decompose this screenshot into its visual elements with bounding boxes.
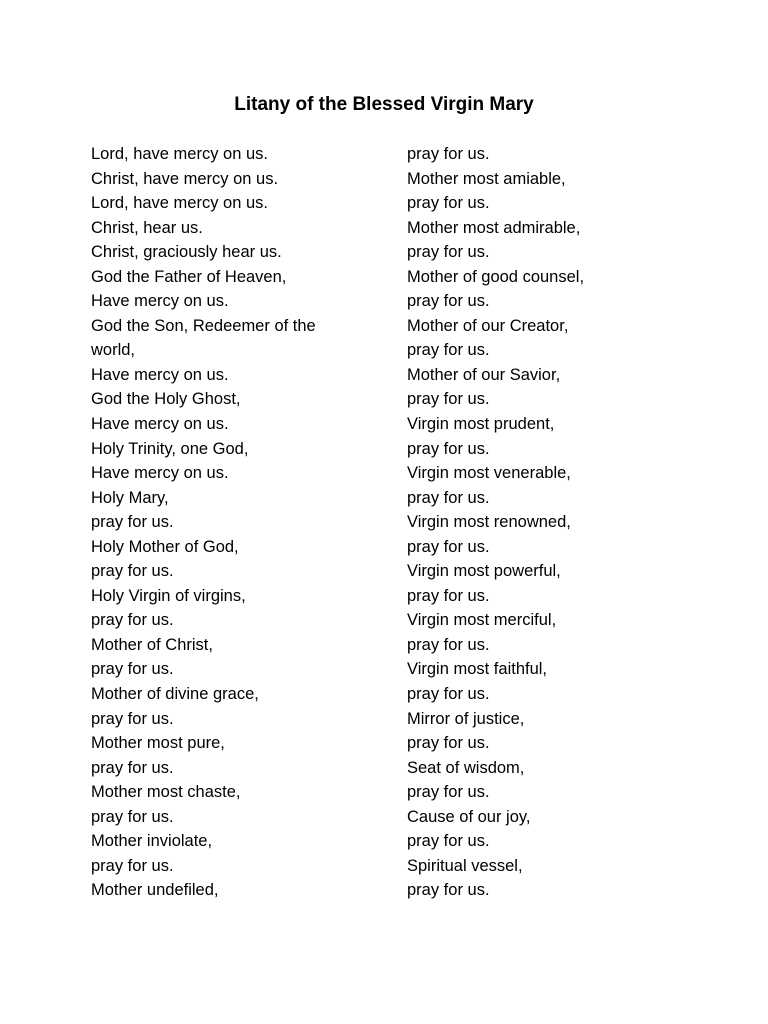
right-column xyxy=(407,142,677,903)
litany-line: Christ, have mercy on us. xyxy=(91,169,279,188)
litany-line: pray for us. xyxy=(91,758,174,777)
litany-line: God the Holy Ghost, xyxy=(91,390,241,409)
litany-line: pray for us. xyxy=(407,390,490,409)
litany-line: pray for us. xyxy=(407,292,490,311)
litany-line: Mirror of justice, xyxy=(407,709,525,728)
litany-line: pray for us. xyxy=(407,439,490,458)
litany-line: God the Father of Heaven, xyxy=(91,267,287,286)
litany-line: world, xyxy=(91,341,136,360)
litany-line: Lord, have mercy on us. xyxy=(91,145,269,163)
litany-line: pray for us. xyxy=(91,856,174,875)
litany-line: Mother most admirable, xyxy=(407,218,581,237)
litany-line: Virgin most renowned, xyxy=(407,513,571,532)
litany-line: Have mercy on us. xyxy=(91,415,229,434)
litany-line: pray for us. xyxy=(407,145,490,163)
litany-line: Spiritual vessel, xyxy=(407,856,523,875)
litany-line: Mother of our Savior, xyxy=(407,365,561,384)
litany-line: Mother of good counsel, xyxy=(407,267,585,286)
litany-line: pray for us. xyxy=(91,562,174,581)
litany-line: pray for us. xyxy=(91,513,174,532)
litany-line: Christ, graciously hear us. xyxy=(91,243,282,262)
left-column xyxy=(91,142,361,903)
litany-line: Christ, hear us. xyxy=(91,218,203,237)
litany-line: Virgin most powerful, xyxy=(407,562,561,581)
litany-line: pray for us. xyxy=(407,243,490,262)
litany-line: pray for us. xyxy=(407,194,490,213)
litany-line: Mother inviolate, xyxy=(91,832,213,851)
litany-line: Have mercy on us. xyxy=(91,292,229,311)
litany-line: Virgin most venerable, xyxy=(407,464,571,483)
litany-line: Holy Virgin of virgins, xyxy=(91,586,246,605)
litany-line: pray for us. xyxy=(407,586,490,605)
litany-line: Mother most chaste, xyxy=(91,783,241,802)
litany-line: Virgin most prudent, xyxy=(407,415,555,434)
litany-line: Cause of our joy, xyxy=(407,807,531,826)
litany-line: pray for us. xyxy=(91,611,174,630)
litany-line: Virgin most merciful, xyxy=(407,611,557,630)
litany-line: Have mercy on us. xyxy=(91,365,229,384)
litany-line: pray for us. xyxy=(407,734,490,753)
litany-line: God the Son, Redeemer of the xyxy=(91,316,316,335)
litany-line: Mother most pure, xyxy=(91,734,225,753)
litany-line: Mother of Christ, xyxy=(91,635,213,654)
litany-line: Mother of divine grace, xyxy=(91,685,259,704)
litany-line: Lord, have mercy on us. xyxy=(91,194,269,213)
litany-line: Mother undefiled, xyxy=(91,881,219,900)
litany-line: Holy Trinity, one God, xyxy=(91,439,249,458)
litany-line: Mother most amiable, xyxy=(407,169,566,188)
litany-line: Holy Mother of God, xyxy=(91,537,239,556)
litany-line: pray for us. xyxy=(407,832,490,851)
litany-line: pray for us. xyxy=(407,341,490,360)
litany-line: pray for us. xyxy=(407,685,490,704)
litany-line: pray for us. xyxy=(91,709,174,728)
litany-line: pray for us. xyxy=(91,807,174,826)
litany-line: pray for us. xyxy=(407,635,490,654)
litany-line: pray for us. xyxy=(91,660,174,679)
litany-line: pray for us. xyxy=(407,537,490,556)
litany-line: pray for us. xyxy=(407,488,490,507)
litany-line: pray for us. xyxy=(407,783,490,802)
litany-line: Mother of our Creator, xyxy=(407,316,569,335)
document-title: Litany of the Blessed Virgin Mary xyxy=(234,94,534,115)
litany-line: Virgin most faithful, xyxy=(407,660,548,679)
litany-line: Seat of wisdom, xyxy=(407,758,525,777)
litany-line: Have mercy on us. xyxy=(91,464,229,483)
litany-line: pray for us. xyxy=(407,881,490,900)
litany-line: Holy Mary, xyxy=(91,488,169,507)
